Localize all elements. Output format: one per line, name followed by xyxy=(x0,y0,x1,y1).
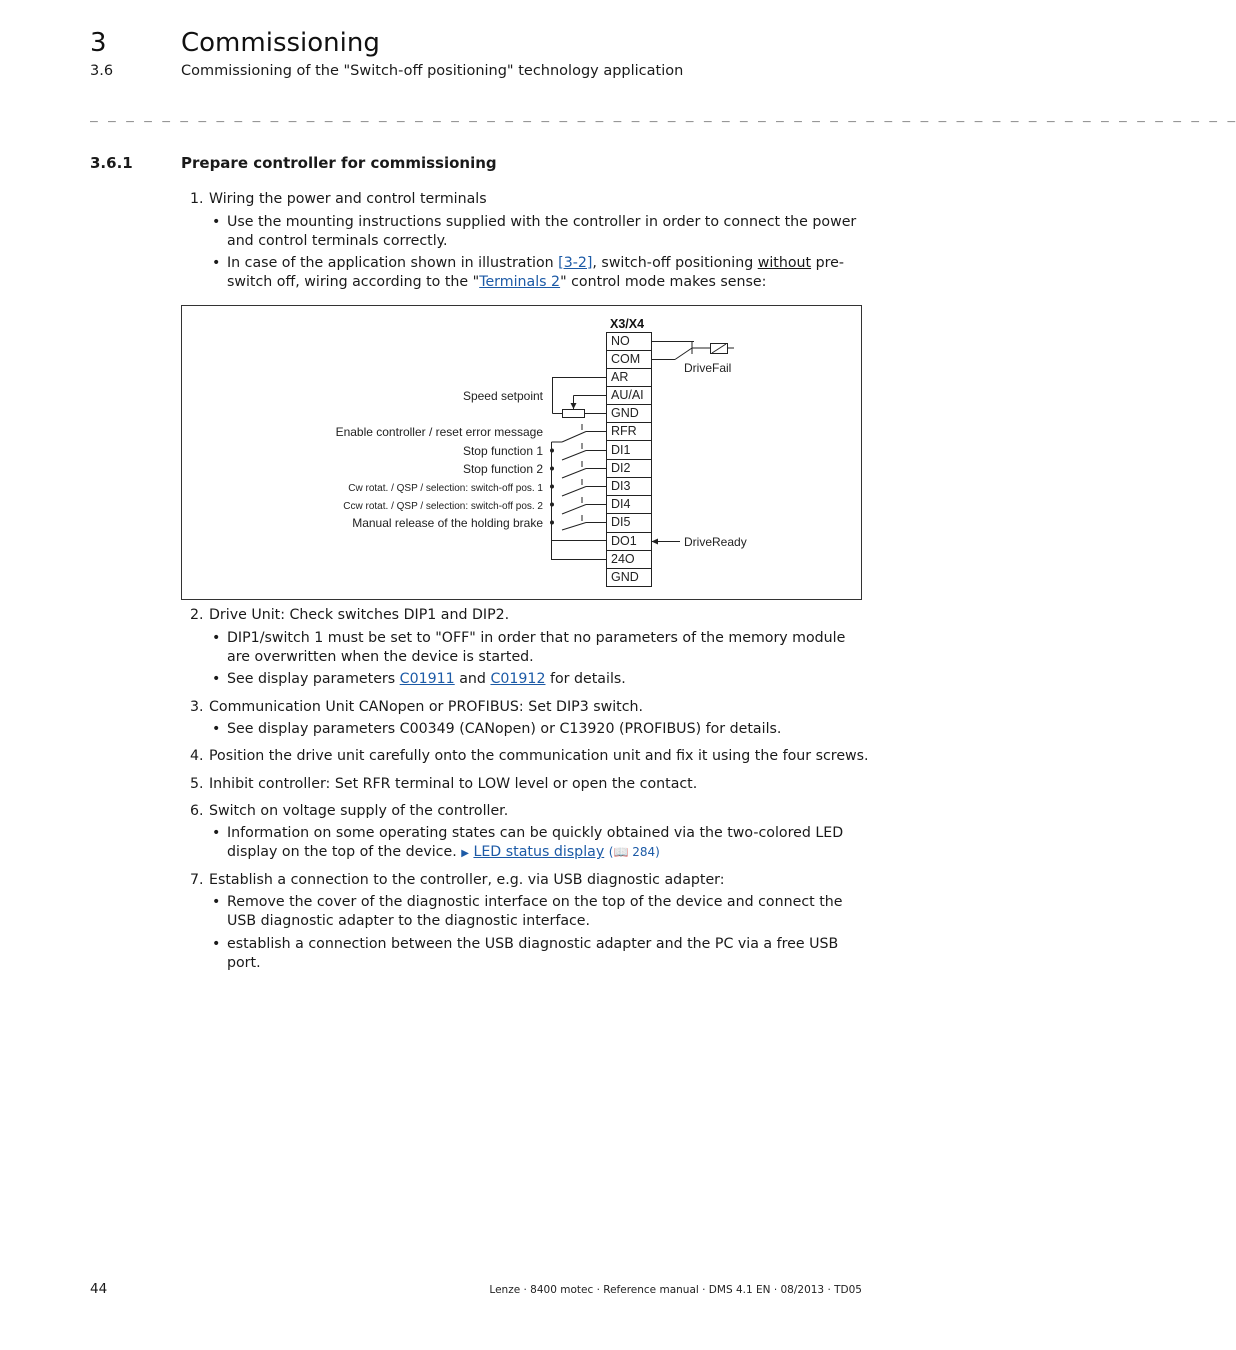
label-holding-brake: Manual release of the holding brake xyxy=(352,516,543,530)
label-driveready: DriveReady xyxy=(684,535,747,549)
bullet-text: establish a connection between the USB diagnostic adapter and the PC via a free USB port. xyxy=(227,936,839,971)
terminal-label: GND xyxy=(611,570,639,584)
step-text: Inhibit controller: Set RFR terminal to LOW level or open the contact. xyxy=(209,776,698,792)
junction-dot xyxy=(550,503,554,507)
text-fragment: for details. xyxy=(545,671,626,687)
bullet-text xyxy=(227,824,865,863)
terminal-block-header: X3/X4 xyxy=(610,317,645,331)
terminal-label: NO xyxy=(611,334,630,348)
label-drivefail: DriveFail xyxy=(684,361,732,375)
step-text: Communication Unit CANopen or PROFIBUS: Set DIP3 switch. xyxy=(209,699,644,715)
page-number: 44 xyxy=(90,1281,108,1297)
link-arrow-icon: ▶ xyxy=(461,848,469,859)
wiring-diagram-svg xyxy=(182,306,861,599)
arrow-head xyxy=(571,403,577,409)
step-number: 2. xyxy=(190,607,204,623)
bullet-text xyxy=(227,254,865,292)
terminal-label: AR xyxy=(611,370,629,384)
bullet-text: Use the mounting instructions supplied with the controller in order to connect the power and control terminals correctly. xyxy=(227,214,857,249)
step-text: Switch on voltage supply of the controller. xyxy=(209,803,509,819)
page-ref-number: 284 xyxy=(632,845,656,859)
terminal-label: 24O xyxy=(611,552,635,566)
section-number: 3.6 xyxy=(90,63,114,79)
bullet-dot: • xyxy=(212,255,221,271)
terminal-label: DI2 xyxy=(611,461,631,475)
terminal-label: DO1 xyxy=(611,534,637,548)
bullet-dot: • xyxy=(212,936,221,952)
text-fragment: , switch-off positioning xyxy=(592,255,758,271)
label-stop-function-2: Stop function 2 xyxy=(462,462,543,476)
step-number: 3. xyxy=(190,699,204,715)
param-c01911-link[interactable]: C01911 xyxy=(399,671,455,687)
step-number: 7. xyxy=(190,872,204,888)
text-fragment: See display parameters xyxy=(227,671,400,687)
page-ref[interactable]: (📖 284) xyxy=(608,845,660,859)
terminal-label: DI3 xyxy=(611,479,631,493)
led-status-display-link[interactable]: LED status display xyxy=(473,844,605,860)
bullet-dot: • xyxy=(212,671,221,687)
step-number: 5. xyxy=(190,776,204,792)
bullet-dot: • xyxy=(212,214,221,230)
illustration-link[interactable]: [3-2] xyxy=(558,255,593,271)
terminal-label: RFR xyxy=(611,424,637,438)
step-text: Wiring the power and control terminals xyxy=(209,191,487,207)
terminals-2-link[interactable]: Terminals 2 xyxy=(479,274,561,290)
terminal-label: DI4 xyxy=(611,497,631,511)
wiring-diagram xyxy=(181,305,862,600)
text-fragment: pre-switch off, wiring according to the " xyxy=(227,255,844,290)
label-cw-rotation: Cw rotat. / QSP / selection: switch-off pos. 1 xyxy=(348,483,543,494)
subsection-title: Prepare controller for commissioning xyxy=(181,154,497,172)
emphasis-text: without xyxy=(757,255,812,271)
step-text: Position the drive unit carefully onto the communication unit and fix it using the four screws. xyxy=(209,748,869,764)
label-stop-function-1: Stop function 1 xyxy=(462,444,543,458)
footer-doc-info: Lenze · 8400 motec · Reference manual · DMS 4.1 EN · 08/2013 · TD05 xyxy=(489,1284,862,1296)
bullet-dot: • xyxy=(212,630,221,646)
step-number: 4. xyxy=(190,748,204,764)
subsection-number: 3.6.1 xyxy=(90,154,133,172)
step-number: 1. xyxy=(190,191,204,207)
label-ccw-rotation: Ccw rotat. / QSP / selection: switch-off pos. 2 xyxy=(343,501,543,512)
section-title: Commissioning of the "Switch-off positioning" technology application xyxy=(181,63,684,79)
terminal-label: DI1 xyxy=(611,443,631,457)
param-c01912-link[interactable]: C01912 xyxy=(490,671,546,687)
bullet-dot: • xyxy=(212,894,221,910)
junction-dot xyxy=(550,467,554,471)
terminal-label: AU/AI xyxy=(611,388,644,402)
step-text: Establish a connection to the controller, e.g. via USB diagnostic adapter: xyxy=(209,872,725,888)
bullet-dot: • xyxy=(212,825,221,841)
text-fragment: Information on some operating states can be quickly obtained via the two-colored LED display on the top of the device. xyxy=(227,825,844,860)
text-fragment: and xyxy=(454,671,491,687)
terminal-label: DI5 xyxy=(611,515,631,529)
junction-dot xyxy=(550,521,554,525)
bullet-text: See display parameters C00349 (CANopen) or C13920 (PROFIBUS) for details. xyxy=(227,721,782,737)
terminal-label: GND xyxy=(611,406,639,420)
text-fragment: In case of the application shown in illustration xyxy=(227,255,559,271)
bullet-dot: • xyxy=(212,721,221,737)
header-separator: _ _ _ _ _ _ _ _ _ _ _ _ _ _ _ _ _ _ _ _ _ _ _ _ _ _ _ _ _ _ _ _ _ _ _ _ _ _ _ _ _ _ _ _ _ _ _ _ _ _ _ _ _ _ _ _ _ _ _ _ _ _ _ _ xyxy=(90,108,1236,123)
junction-dot xyxy=(550,449,554,453)
chapter-title: Commissioning xyxy=(181,28,380,58)
step-text: Drive Unit: Check switches DIP1 and DIP2. xyxy=(209,607,510,623)
bullet-text: Remove the cover of the diagnostic interface on the top of the device and connect the USB diagnostic adapter to the diagnostic interface. xyxy=(227,894,843,929)
bullet-text: DIP1/switch 1 must be set to "OFF" in order that no parameters of the memory module are overwritten when the device is started. xyxy=(227,630,846,665)
step-number: 6. xyxy=(190,803,204,819)
label-enable-controller: Enable controller / reset error message xyxy=(335,425,543,439)
bullet-text xyxy=(227,670,865,689)
junction-dot xyxy=(550,485,554,489)
chapter-number: 3 xyxy=(90,28,107,58)
arrow-head xyxy=(652,539,659,545)
book-icon: 📖 xyxy=(613,845,629,859)
text-fragment: " control mode makes sense: xyxy=(560,274,767,290)
label-speed-setpoint: Speed setpoint xyxy=(462,389,543,403)
terminal-label: COM xyxy=(611,352,641,366)
